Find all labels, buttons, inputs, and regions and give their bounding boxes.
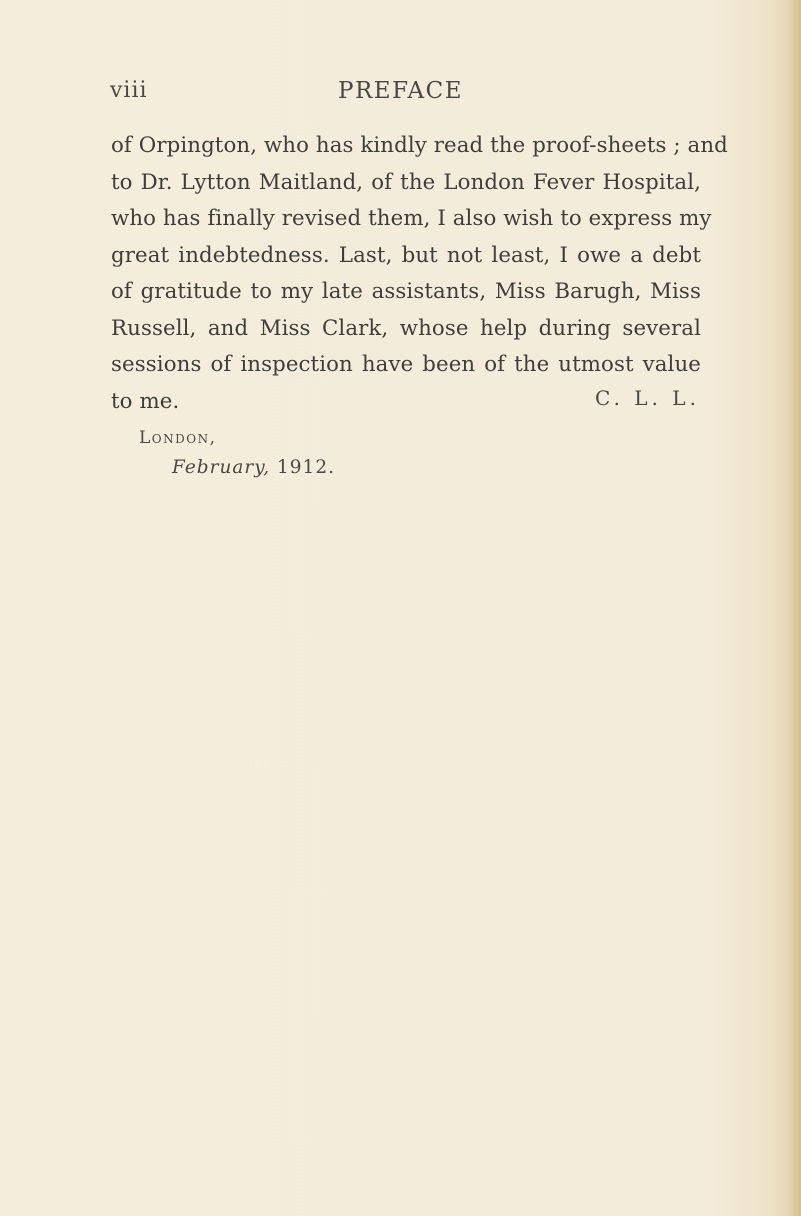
page-edge-shadow (787, 0, 801, 1216)
place-line: London, (139, 428, 217, 448)
page-header (110, 78, 695, 110)
text-line: of gratitude to my late assistants, Miss Barugh, Miss (111, 279, 701, 304)
text-line: sessions of inspection have been of the utmost value (111, 352, 701, 377)
date-year: 1912. (277, 457, 335, 478)
text-line: great indebtedness. Last, but not least, I owe a debt (111, 242, 701, 268)
date-line (172, 457, 335, 478)
date-month: February, (172, 457, 271, 478)
text-line: to Dr. Lytton Maitland, of the London Fever Hospital, (111, 169, 701, 195)
running-head: PREFACE (338, 78, 464, 104)
preface-text (111, 128, 728, 420)
text-line: who has finally revised them, I also wish to express my (111, 206, 712, 231)
text-line: Russell, and Miss Clark, whose help during several (111, 315, 701, 341)
text-line: of Orpington, who has kindly read the proof-sheets ; and (111, 133, 728, 158)
text-line: to me. (111, 388, 180, 414)
author-initials: C. L. L. (595, 386, 700, 410)
page-number: viii (110, 78, 148, 103)
